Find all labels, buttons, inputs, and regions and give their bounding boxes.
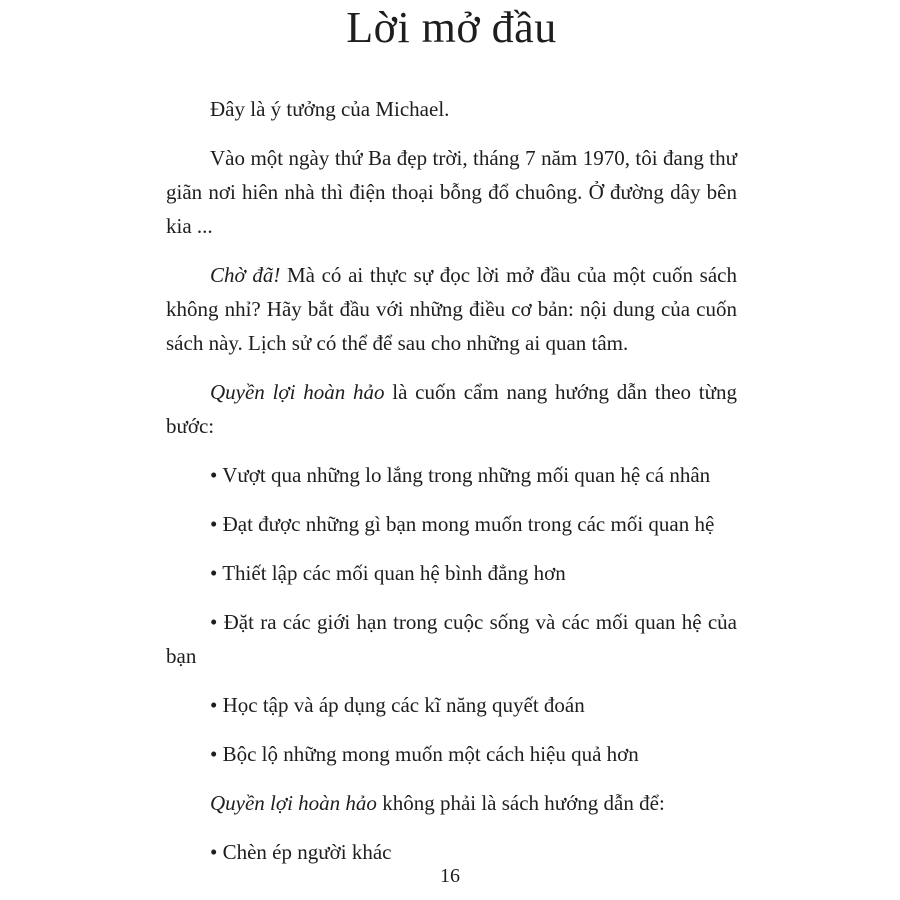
emphasis-text: Chờ đã! [210, 263, 281, 288]
list-item-text: Bộc lộ những mong muốn một cách hiệu quả hơn [222, 742, 639, 767]
book-name-italic: Quyền lợi hoàn hảo [210, 791, 377, 816]
paragraph-story [166, 141, 737, 243]
paragraph-text: Đây là ý tưởng của Michael. [210, 97, 450, 122]
list-item [166, 458, 737, 492]
paragraph-text: không phải là sách hướng dẫn để: [376, 791, 665, 816]
list-item [166, 688, 737, 722]
paragraph-text: Vào một ngày thứ Ba đẹp trời, tháng 7 năm 1970, tôi đang thư giãn nơi hiên nhà thì điện thoại bỗng đổ chuông. Ở đường dây bên kia ... [166, 146, 737, 239]
bullet-icon: • [210, 463, 218, 488]
list-item-text: Đặt ra các giới hạn trong cuộc sống và các mối quan hệ của bạn [166, 610, 738, 669]
list-item [166, 737, 737, 771]
book-name-italic: Quyền lợi hoàn hảo [210, 380, 385, 405]
paragraph-intro [166, 92, 737, 126]
bullet-icon: • [210, 840, 218, 865]
bullet-icon: • [210, 512, 218, 537]
paragraph-book-is-not [166, 786, 737, 820]
list-item-text: Chèn ép người khác [222, 840, 392, 865]
paragraph-book-is [166, 375, 737, 443]
bullet-icon: • [210, 561, 218, 586]
page-title: Lời mở đầu [346, 3, 557, 52]
list-item [166, 507, 737, 541]
list-item-text: Thiết lập các mối quan hệ bình đẳng hơn [222, 561, 566, 586]
list-item-text: Vượt qua những lo lắng trong những mối quan hệ cá nhân [222, 463, 711, 488]
bullet-icon: • [210, 610, 218, 635]
paragraph-wait [166, 258, 737, 360]
list-item [166, 605, 737, 673]
list-item-text: Đạt được những gì bạn mong muốn trong các mối quan hệ [222, 512, 715, 537]
list-item [166, 556, 737, 590]
page-number: 16 [440, 865, 460, 887]
list-item-text: Học tập và áp dụng các kĩ năng quyết đoán [222, 693, 585, 718]
paragraph-text: Mà có ai thực sự đọc lời mở đầu của một cuốn sách không nhỉ? Hãy bắt đầu với những điều cơ bản: nội dung của cuốn sách này. Lịch sử có thể để sau cho những ai quan tâm. [166, 263, 737, 356]
bullet-icon: • [210, 742, 218, 767]
bullet-icon: • [210, 693, 218, 718]
paragraph-text: là cuốn cẩm nang hướng dẫn theo từng bước: [166, 380, 738, 439]
